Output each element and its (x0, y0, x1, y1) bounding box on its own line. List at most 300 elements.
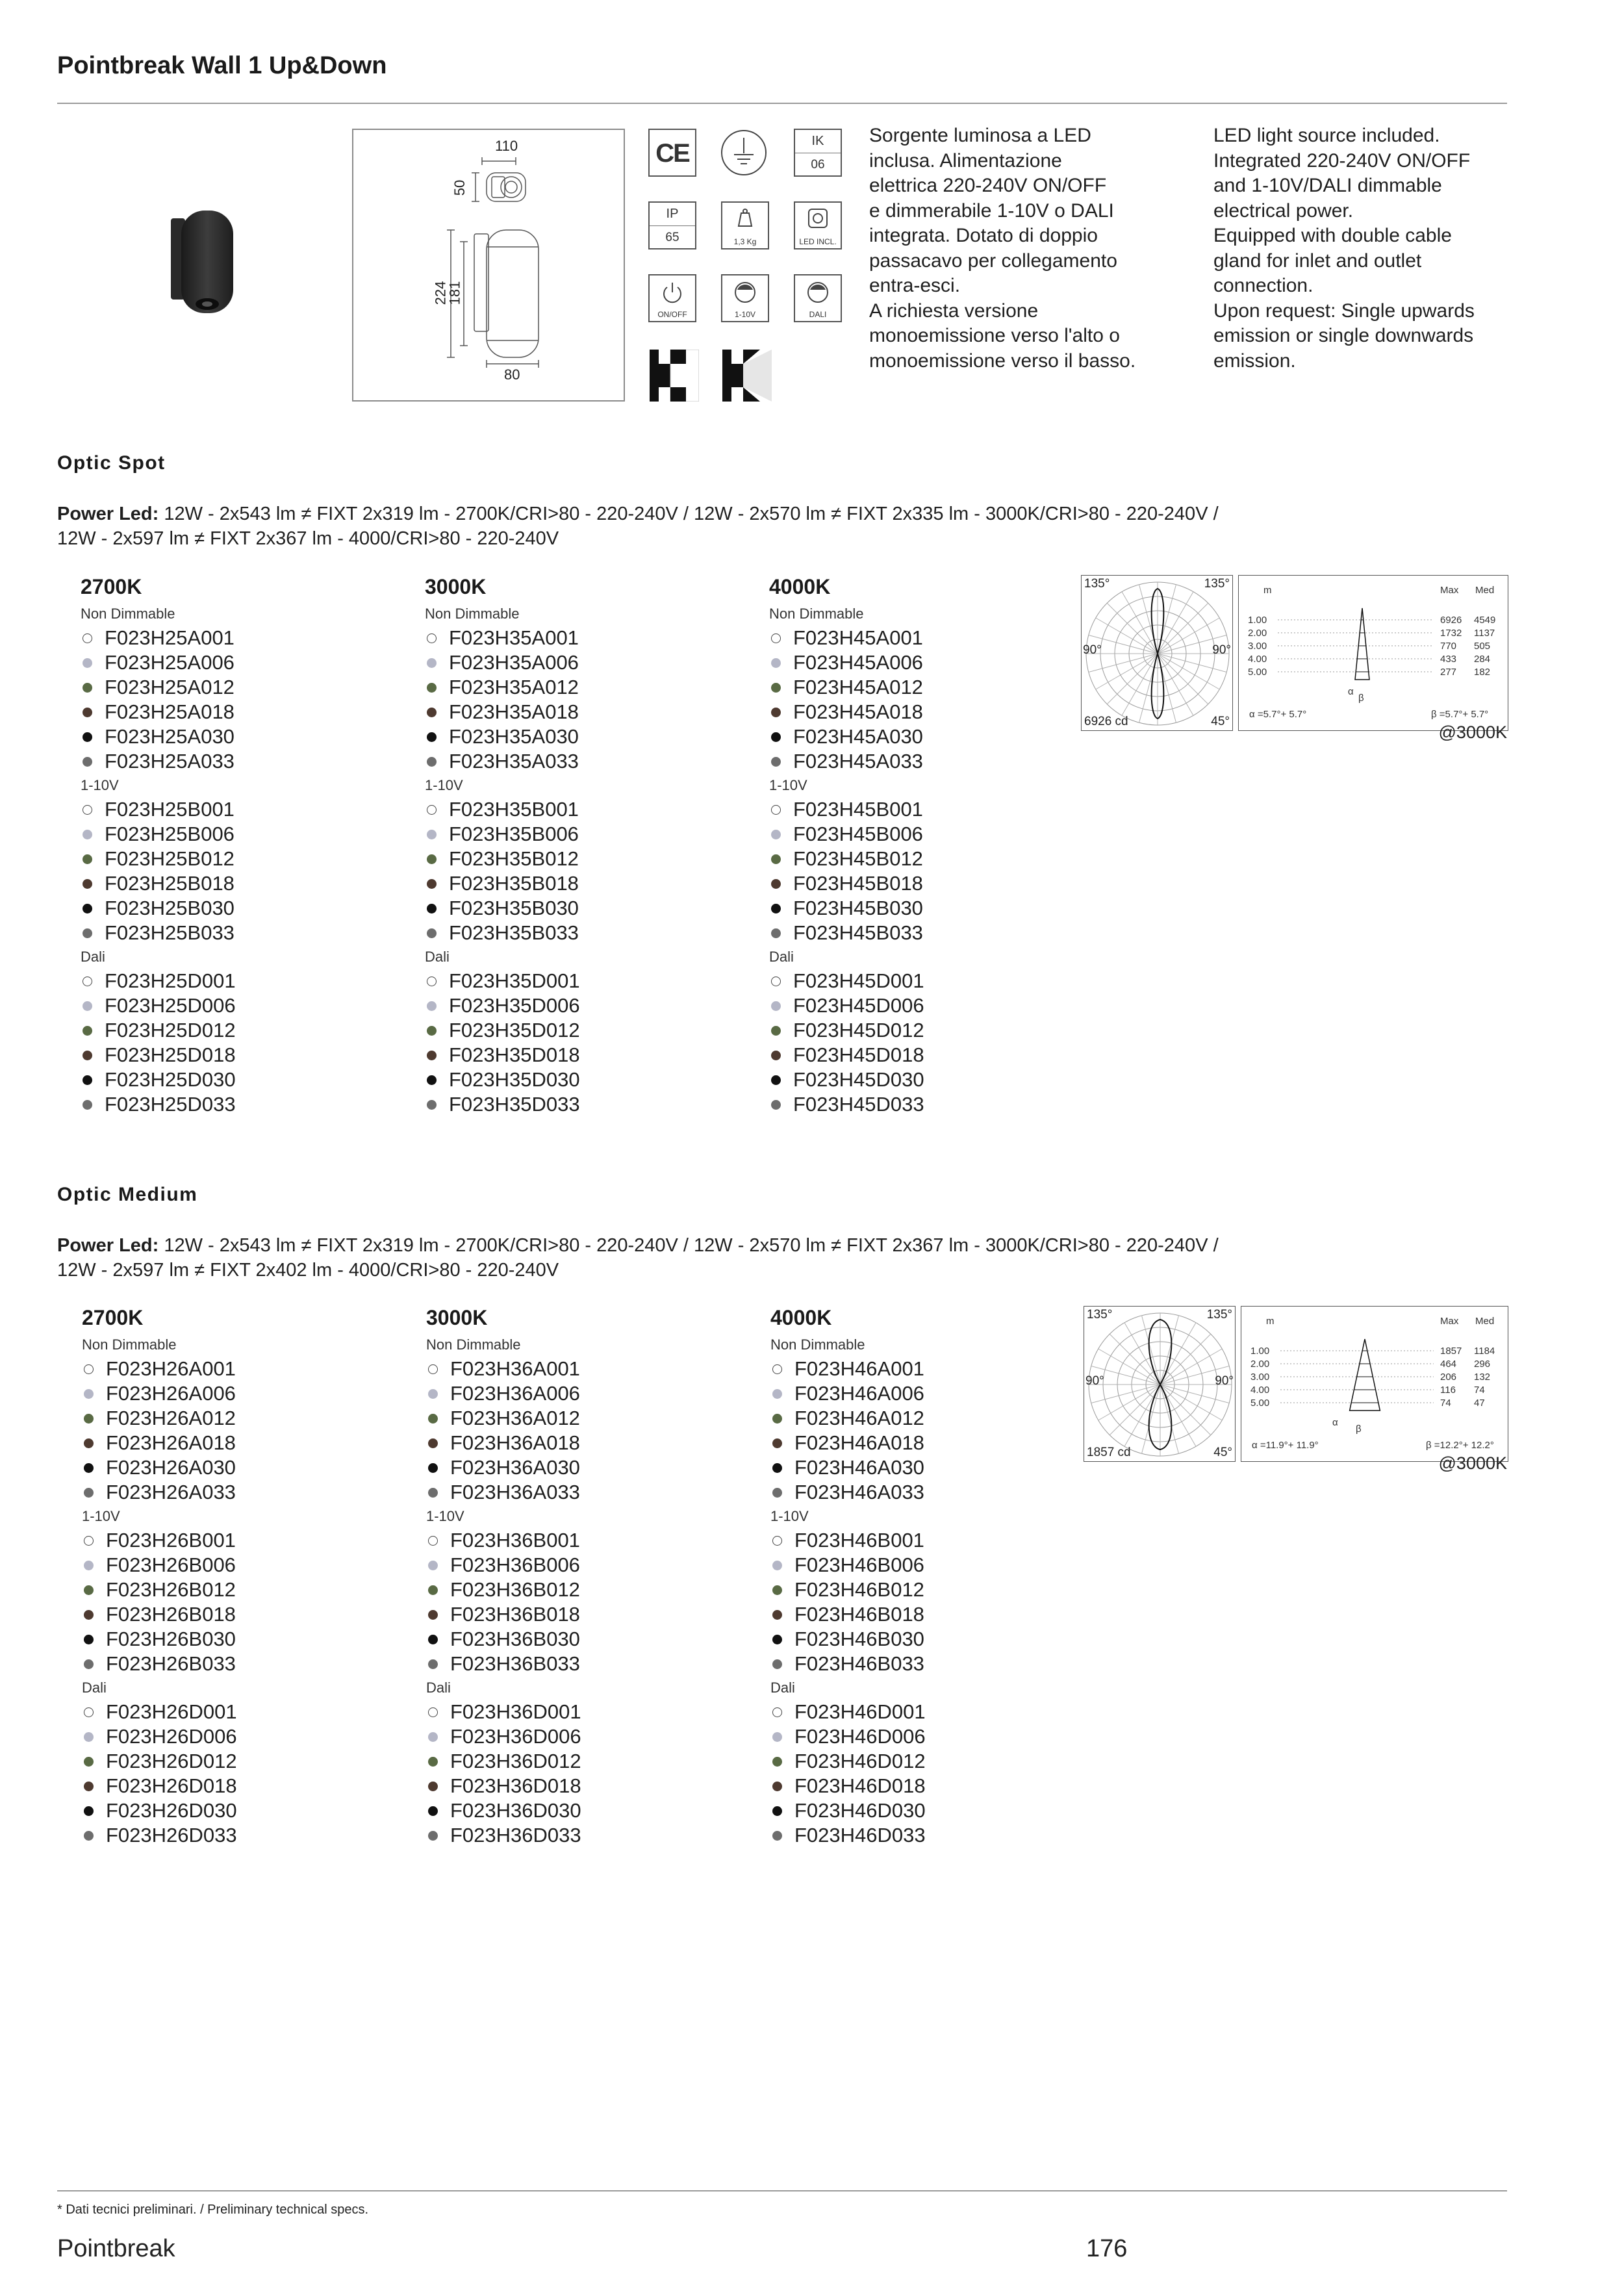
beam-alpha: α =11.9°+ 11.9° (1252, 1440, 1319, 1451)
beam-max: 433 (1440, 654, 1457, 665)
product-code-text: F023H26D033 (106, 1824, 237, 1846)
product-code-text: F023H36B030 (450, 1628, 580, 1650)
dim-width: 110 (495, 138, 518, 154)
product-code-text: F023H36B018 (450, 1603, 580, 1626)
power-text: Power Led: (57, 504, 159, 524)
product-code (426, 1774, 738, 1798)
product-code (426, 1578, 738, 1602)
group-label: Dali (769, 949, 794, 965)
product-code-text: F023H25A001 (105, 626, 235, 649)
product-code-text: F023H45A033 (793, 750, 923, 773)
product-code-text: F023H46D012 (794, 1750, 926, 1772)
finish-swatch (427, 757, 437, 767)
product-code-text: F023H45B006 (793, 823, 923, 845)
product-code-text: F023H25A006 (105, 651, 235, 674)
product-code-text: F023H36D006 (450, 1725, 581, 1748)
product-code (426, 1602, 738, 1627)
group-label: Dali (82, 1680, 107, 1696)
dali-label: DALI (809, 310, 827, 319)
description-line: electrical power. (1213, 199, 1354, 222)
product-code (769, 797, 1081, 822)
finish-swatch (428, 1806, 438, 1816)
finish-swatch (427, 1075, 437, 1085)
finish-swatch (771, 683, 781, 693)
product-code (770, 1357, 1082, 1381)
beam-head-max: Max (1440, 1316, 1459, 1327)
finish-swatch (84, 1414, 94, 1424)
finish-swatch (771, 879, 781, 889)
product-code (425, 921, 737, 945)
product-code-text: F023H36A006 (450, 1382, 580, 1405)
dim-depth: 50 (451, 179, 468, 196)
finish-swatch (428, 1659, 438, 1669)
polar-label-ml: 90° (1083, 643, 1102, 657)
finish-swatch (427, 732, 437, 742)
product-code (770, 1381, 1082, 1406)
product-code-text: F023H26B018 (106, 1603, 236, 1626)
power-led-spot (57, 502, 1519, 551)
product-code (425, 626, 737, 650)
finish-swatch (427, 633, 437, 643)
finish-swatch (772, 1610, 782, 1620)
finish-swatch (82, 658, 92, 668)
product-code (426, 1528, 738, 1553)
product-photo (166, 207, 244, 317)
section-title-medium: Optic Medium (57, 1184, 198, 1205)
product-code-text: F023H35D012 (449, 1019, 580, 1041)
medium-column-2700k (82, 1306, 394, 1848)
polar-diagram-spot (1081, 575, 1233, 731)
finish-swatch (428, 1389, 438, 1399)
finish-swatch (771, 977, 781, 986)
power-icon (659, 279, 685, 305)
finish-swatch (82, 928, 92, 938)
group-label: Non Dimmable (769, 606, 864, 622)
finish-swatch (427, 1100, 437, 1110)
product-code-text: F023H26D006 (106, 1725, 237, 1748)
product-code-text: F023H35D001 (449, 969, 580, 992)
product-code (82, 1798, 394, 1823)
column-title: 2700K (82, 1306, 144, 1329)
product-code-text: F023H35A018 (449, 700, 579, 723)
group-label: 1-10V (426, 1508, 464, 1524)
finish-swatch (84, 1488, 94, 1498)
dim-base: 80 (504, 366, 520, 383)
finish-swatch (772, 1782, 782, 1791)
product-code-text: F023H45D018 (793, 1043, 924, 1066)
finish-swatch (82, 1051, 92, 1060)
product-code (82, 1381, 394, 1406)
beam-max: 206 (1440, 1372, 1457, 1383)
emission-up-down-icon (647, 350, 699, 402)
power-text: Power Led: (57, 1235, 159, 1256)
product-code-text: F023H45D012 (793, 1019, 924, 1041)
beam-max: 770 (1440, 641, 1457, 652)
beam-max: 277 (1440, 667, 1457, 678)
beam-dist: 4.00 (1248, 654, 1267, 665)
polar-label-br: 45° (1211, 715, 1230, 728)
product-code (770, 1700, 1082, 1724)
product-code-text: F023H35B033 (449, 921, 579, 944)
product-code-text: F023H45A006 (793, 651, 923, 674)
beam-max: 464 (1440, 1359, 1457, 1370)
beam-med: 1184 (1474, 1346, 1495, 1357)
finish-swatch (84, 1585, 94, 1595)
finish-swatch (428, 1438, 438, 1448)
product-code (769, 749, 1081, 774)
spot-column-4000k (769, 575, 1081, 1117)
finish-swatch (771, 1026, 781, 1036)
product-code-text: F023H35B030 (449, 897, 579, 919)
product-code (769, 1018, 1081, 1043)
product-code (81, 626, 392, 650)
finish-swatch (427, 854, 437, 864)
finish-swatch (428, 1707, 438, 1717)
finish-swatch (82, 1075, 92, 1085)
product-code-text: F023H35D018 (449, 1043, 580, 1066)
product-code (769, 626, 1081, 650)
beam-med: 182 (1474, 667, 1491, 678)
product-code (426, 1553, 738, 1578)
finish-swatch (772, 1635, 782, 1644)
beam-med: 4549 (1474, 615, 1496, 626)
description-line: Upon request: Single upwards (1213, 300, 1475, 322)
finish-swatch (772, 1463, 782, 1473)
finish-swatch (427, 977, 437, 986)
finish-swatch (428, 1732, 438, 1742)
product-code-text: F023H46B012 (794, 1578, 924, 1601)
beam-dist: 1.00 (1250, 1346, 1270, 1357)
product-code (81, 675, 392, 700)
description-line: inclusa. Alimentazione (869, 149, 1062, 172)
product-code (81, 724, 392, 749)
finish-swatch (84, 1463, 94, 1473)
product-code-text: F023H46D033 (794, 1824, 926, 1846)
product-code-text: F023H25A030 (105, 725, 235, 748)
product-code-text: F023H45D006 (793, 994, 924, 1017)
finish-swatch (84, 1757, 94, 1767)
product-code (81, 1043, 392, 1067)
finish-swatch (82, 904, 92, 913)
dim-1-10v-label: 1-10V (734, 310, 756, 319)
product-code-text: F023H25A018 (105, 700, 235, 723)
product-code-text: F023H26B033 (106, 1652, 236, 1675)
product-code (82, 1724, 394, 1749)
description-line: entra-esci. (869, 275, 961, 296)
product-code (770, 1528, 1082, 1553)
dimension-drawing (352, 129, 625, 402)
beam-head-med: Med (1475, 1316, 1495, 1327)
finish-swatch (84, 1561, 94, 1570)
section-title-spot: Optic Spot (57, 452, 166, 474)
beam-head-m: m (1266, 1316, 1275, 1327)
product-code-text: F023H26A030 (106, 1456, 236, 1479)
dali-box (794, 274, 842, 322)
finish-swatch (82, 1026, 92, 1036)
product-code-text: F023H46B001 (794, 1529, 924, 1552)
finish-swatch (82, 633, 92, 643)
product-code (81, 650, 392, 675)
product-code (426, 1406, 738, 1431)
polar-label-mr: 90° (1215, 1374, 1234, 1388)
finish-swatch (428, 1364, 438, 1374)
product-code (426, 1480, 738, 1505)
product-code (425, 871, 737, 896)
product-code-text: F023H46A012 (794, 1407, 924, 1429)
power-led-medium (57, 1233, 1519, 1283)
beam-cone-outline (1350, 1339, 1380, 1411)
product-code (770, 1749, 1082, 1774)
product-code-text: F023H46A001 (794, 1357, 924, 1380)
finish-swatch (84, 1438, 94, 1448)
footer-brand: Pointbreak (57, 2235, 175, 2262)
beam-beta-symbol: β (1356, 1424, 1362, 1435)
product-code (425, 700, 737, 724)
product-code-text: F023H25D001 (105, 969, 236, 992)
beam-med: 1137 (1474, 628, 1495, 639)
beam-med: 505 (1474, 641, 1491, 652)
finish-swatch (428, 1488, 438, 1498)
dim-1-10v-box (721, 274, 769, 322)
finish-swatch (84, 1389, 94, 1399)
product-code-text: F023H45A001 (793, 626, 923, 649)
product-code (82, 1749, 394, 1774)
product-code (770, 1480, 1082, 1505)
product-code-text: F023H45D033 (793, 1093, 924, 1116)
polar-candela: 1857 cd (1087, 1446, 1131, 1459)
product-code (770, 1652, 1082, 1676)
page-number: 176 (1086, 2235, 1128, 2262)
beam-table-spot (1238, 575, 1508, 731)
product-code-text: F023H36B012 (450, 1578, 580, 1601)
finish-swatch (771, 830, 781, 839)
product-code-text: F023H25A012 (105, 676, 235, 698)
product-code-text: F023H26A012 (106, 1407, 236, 1429)
finish-swatch (82, 732, 92, 742)
finish-swatch (771, 1100, 781, 1110)
product-code (81, 896, 392, 921)
product-code (770, 1431, 1082, 1455)
ik-value: 06 (811, 158, 825, 172)
product-code (426, 1627, 738, 1652)
spot-column-2700k (81, 575, 392, 1117)
finish-swatch (771, 708, 781, 717)
group-label: Dali (425, 949, 450, 965)
product-code-text: F023H36B006 (450, 1553, 580, 1576)
product-code (81, 993, 392, 1018)
product-code-text: F023H25B006 (105, 823, 235, 845)
beam-dist: 2.00 (1248, 628, 1267, 639)
product-code-text: F023H36B001 (450, 1529, 580, 1552)
product-code-text: F023H36A030 (450, 1456, 580, 1479)
beam-max: 6926 (1440, 615, 1462, 626)
ground-icon (720, 129, 768, 177)
finish-swatch (771, 854, 781, 864)
product-code-text: F023H25B033 (105, 921, 235, 944)
description-line: gland for inlet and outlet (1213, 249, 1422, 272)
beam-beta: β =5.7°+ 5.7° (1431, 709, 1489, 720)
finish-swatch (427, 830, 437, 839)
product-code (425, 969, 737, 993)
column-title: 4000K (769, 575, 831, 598)
polar-label-tr: 135° (1204, 577, 1230, 591)
finish-swatch (82, 977, 92, 986)
group-label: Dali (81, 949, 105, 965)
product-code-text: F023H36D030 (450, 1799, 581, 1822)
beam-dist: 5.00 (1250, 1398, 1270, 1409)
beam-dist: 4.00 (1250, 1385, 1270, 1396)
product-code (81, 969, 392, 993)
weight-value: 1,3 Kg (733, 237, 757, 246)
product-code (426, 1700, 738, 1724)
power-text: 12W - 2x597 lm ≠ FIXT 2x402 lm - 4000/CRI>80 - 220-240V (57, 1260, 559, 1281)
product-code-text: F023H46B033 (794, 1652, 924, 1675)
power-text: 12W - 2x597 lm ≠ FIXT 2x367 lm - 4000/CRI>80 - 220-240V (57, 528, 559, 549)
dali-icon (805, 279, 831, 305)
product-code-text: F023H26B006 (106, 1553, 236, 1576)
finish-swatch (84, 1364, 94, 1374)
finish-swatch (427, 879, 437, 889)
product-code (769, 675, 1081, 700)
product-code-text: F023H45A012 (793, 676, 923, 698)
polar-label-mr: 90° (1212, 643, 1231, 657)
product-code (425, 749, 737, 774)
product-code (426, 1798, 738, 1823)
description-line: integrata. Dotato di doppio (869, 225, 1098, 246)
finish-swatch (772, 1364, 782, 1374)
beam-head-m: m (1263, 585, 1272, 596)
product-code (769, 969, 1081, 993)
product-code (770, 1455, 1082, 1480)
product-code-text: F023H35D030 (449, 1068, 580, 1091)
product-code (82, 1431, 394, 1455)
ip-value: 65 (665, 231, 679, 244)
product-code (425, 675, 737, 700)
finish-swatch (771, 1051, 781, 1060)
description-line: monoemissione verso l'alto o (869, 325, 1120, 346)
medium-column-3000k (426, 1306, 738, 1848)
finish-swatch (772, 1389, 782, 1399)
product-code (82, 1406, 394, 1431)
product-code (426, 1381, 738, 1406)
product-code (769, 822, 1081, 847)
product-code-text: F023H46D030 (794, 1799, 926, 1822)
finish-swatch (771, 805, 781, 815)
product-code-text: F023H25D018 (105, 1043, 236, 1066)
finish-swatch (771, 1001, 781, 1011)
beam-max: 74 (1440, 1398, 1451, 1409)
polar-label-br: 45° (1213, 1446, 1232, 1459)
weight-box (721, 201, 769, 249)
product-code-text: F023H35B018 (449, 872, 579, 895)
finish-swatch (772, 1561, 782, 1570)
product-code-text: F023H36B033 (450, 1652, 580, 1675)
finish-swatch (84, 1806, 94, 1816)
product-code (81, 1092, 392, 1117)
product-code (425, 1018, 737, 1043)
product-code-text: F023H46B030 (794, 1628, 924, 1650)
product-code (82, 1627, 394, 1652)
product-code-text: F023H35B006 (449, 823, 579, 845)
product-code-text: F023H45B033 (793, 921, 923, 944)
group-label: Non Dimmable (770, 1336, 865, 1353)
product-code (426, 1652, 738, 1676)
beam-max: 1732 (1440, 628, 1462, 639)
finish-swatch (771, 658, 781, 668)
beam-alpha-symbol: α (1348, 686, 1354, 697)
description-line: Integrated 220-240V ON/OFF (1213, 149, 1471, 172)
product-code (769, 896, 1081, 921)
finish-swatch (427, 708, 437, 717)
product-code-text: F023H26D012 (106, 1750, 237, 1772)
finish-swatch (427, 805, 437, 815)
finish-swatch (772, 1831, 782, 1841)
product-code (82, 1774, 394, 1798)
led-icon (805, 207, 831, 230)
product-code-text: F023H25D030 (105, 1068, 236, 1091)
finish-swatch (772, 1488, 782, 1498)
product-code-text: F023H35D006 (449, 994, 580, 1017)
product-code (81, 921, 392, 945)
group-label: 1-10V (425, 777, 463, 793)
group-label: Non Dimmable (426, 1336, 521, 1353)
description-line: emission or single downwards (1213, 325, 1474, 346)
finish-swatch (771, 928, 781, 938)
product-code-text: F023H26A018 (106, 1431, 236, 1454)
beam-alpha: α =5.7°+ 5.7° (1249, 709, 1307, 720)
product-code-text: F023H46B006 (794, 1553, 924, 1576)
finish-swatch (772, 1438, 782, 1448)
product-code (770, 1553, 1082, 1578)
finish-swatch (772, 1536, 782, 1546)
finish-swatch (428, 1757, 438, 1767)
beam-head-max: Max (1440, 585, 1459, 596)
power-text: 12W - 2x543 lm ≠ FIXT 2x319 lm - 2700K/CRI>80 - 220-240V / 12W - 2x570 lm ≠ FIXT 2x335 lm - 3000K/CRI>80 - 220-240V / (159, 504, 1219, 524)
finish-swatch (772, 1732, 782, 1742)
group-label: Dali (426, 1680, 451, 1696)
product-code-text: F023H26D018 (106, 1774, 237, 1797)
product-code (425, 847, 737, 871)
product-code-text: F023H45A018 (793, 700, 923, 723)
power-text (57, 502, 1519, 526)
product-code (82, 1602, 394, 1627)
polar-label-tr: 135° (1206, 1308, 1232, 1322)
product-code-text: F023H26B001 (106, 1529, 236, 1552)
ground-mark (720, 129, 768, 177)
description-line: Sorgente luminosa a LED (869, 125, 1091, 146)
product-code-text: F023H26B012 (106, 1578, 236, 1601)
product-code-text: F023H35B001 (449, 798, 579, 821)
product-code (82, 1528, 394, 1553)
beam-beta: β =12.2°+ 12.2° (1426, 1440, 1494, 1451)
header-divider (57, 103, 1507, 104)
onoff-label: ON/OFF (657, 310, 687, 319)
product-code-text: F023H25D033 (105, 1093, 236, 1116)
finish-swatch (84, 1635, 94, 1644)
product-code-text: F023H45D001 (793, 969, 924, 992)
product-code-text: F023H36D018 (450, 1774, 581, 1797)
color-temp-note-medium: @3000K (1438, 1453, 1507, 1473)
product-code-text: F023H35B012 (449, 847, 579, 870)
description-line: connection. (1213, 275, 1313, 296)
finish-swatch (772, 1659, 782, 1669)
product-code-text: F023H35A001 (449, 626, 579, 649)
finish-swatch (428, 1414, 438, 1424)
column-title: 2700K (81, 575, 142, 598)
description-line: LED light source included. (1213, 125, 1440, 146)
product-code (770, 1798, 1082, 1823)
product-code (425, 650, 737, 675)
